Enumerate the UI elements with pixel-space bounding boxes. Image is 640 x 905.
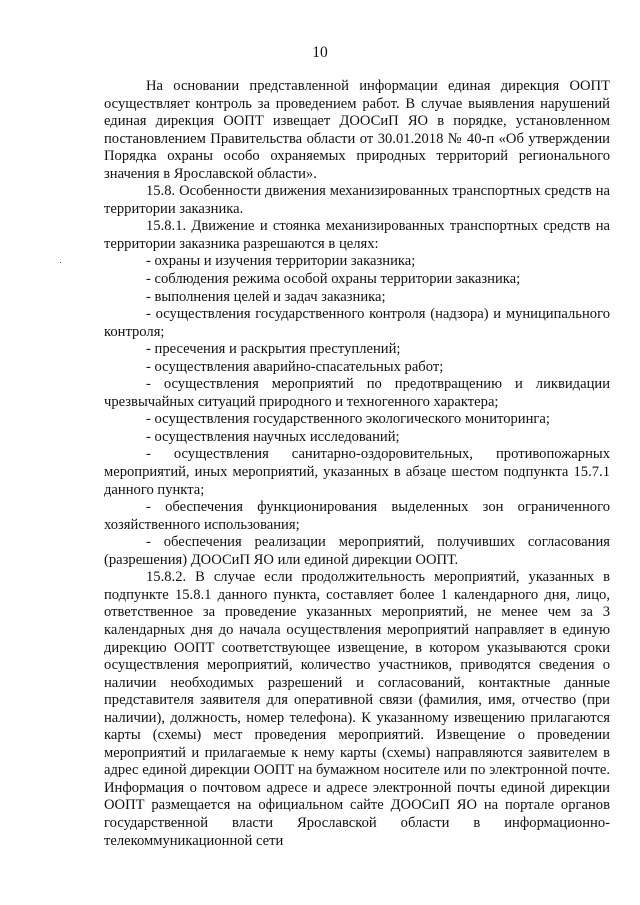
paragraph: 15.8.2. В случае если продолжительность мероприятий, указанных в подпункте 15.8.1 данного пункта, составляет более 1 календарного дня, лицо, ответственное за проведение указанных мероприятий, не менее чем за 3 календарных дня до начала осуществления мероприятий направляет в единую дирекцию ООПТ соответствующее извещение, в котором указываются сроки осуществления мероприятий, количество участников, приводятся сведения о наличии необходимых разрешений и согласований, контактные данные представителя заявителя для оперативной связи (фамилия, имя, отчество (при наличии), должность, номер телефона). К указанному извещению прилагаются карты (схемы) мест проведения мероприятий. Извещение о проведении мероприятий и прилагаемые к нему карты (схемы) направляются заявителем в адрес единой дирекции ООПТ на бумажном носителе или по электронной почте. Информация о почтовом адресе и адресе электронной почты единой дирекции ООПТ размещается на официальном сайте ДООСиП ЯО на портале органов государственной власти Ярославской области в информационно-телекоммуникационной сети — [104, 569, 610, 849]
list-item: - выполнения целей и задач заказника; — [146, 288, 386, 305]
list-item: - осуществления мероприятий по предотвращению и ликвидации чрезвычайных ситуаций природного и техногенного характера; — [104, 376, 610, 410]
section-heading: 15.8. Особенности движения механизированных транспортных средств на территории заказника. — [104, 183, 610, 217]
list-item: - осуществления аварийно-спасательных работ; — [146, 358, 444, 375]
list-item: - соблюдения режима особой охраны территории заказника; — [146, 271, 521, 288]
list-item: - обеспечения реализации мероприятий, получивших согласования (разрешения) ДООСиП ЯО или единой дирекции ООПТ. — [104, 534, 610, 568]
list-item: - осуществления государственного контроля (надзора) и муниципального контроля; — [104, 306, 610, 340]
page-number: 10 — [312, 44, 328, 61]
list-item: - обеспечения функционирования выделенных зон ограниченного хозяйственного использования; — [104, 499, 610, 533]
list-item: - осуществления государственного экологического мониторинга; — [146, 411, 550, 428]
list-item: - осуществления санитарно-оздоровительных, противопожарных мероприятий, иных мероприятий, указанных в абзаце шестом подпункта 15.7.1 данного пункта; — [104, 446, 610, 498]
stray-mark — [60, 262, 61, 263]
list-item: - охраны и изучения территории заказника; — [146, 253, 416, 270]
subsection-heading: 15.8.1. Движение и стоянка механизированных транспортных средств на территории заказника разрешаются в целях: — [104, 218, 610, 252]
list-item: - пресечения и раскрытия преступлений; — [146, 341, 401, 358]
list-item: - осуществления научных исследований; — [146, 428, 400, 445]
document-body — [104, 78, 610, 850]
paragraph: На основании представленной информации единая дирекция ООПТ осуществляет контроль за проведением работ. В случае выявления нарушений единая дирекция ООПТ извещает ДООСиП ЯО в порядке, установленном постановлением Правительства области от 30.01.2018 № 40-п «Об утверждении Порядка охраны особо охраняемых природных территорий регионального значения в Ярославской области». — [104, 78, 610, 182]
